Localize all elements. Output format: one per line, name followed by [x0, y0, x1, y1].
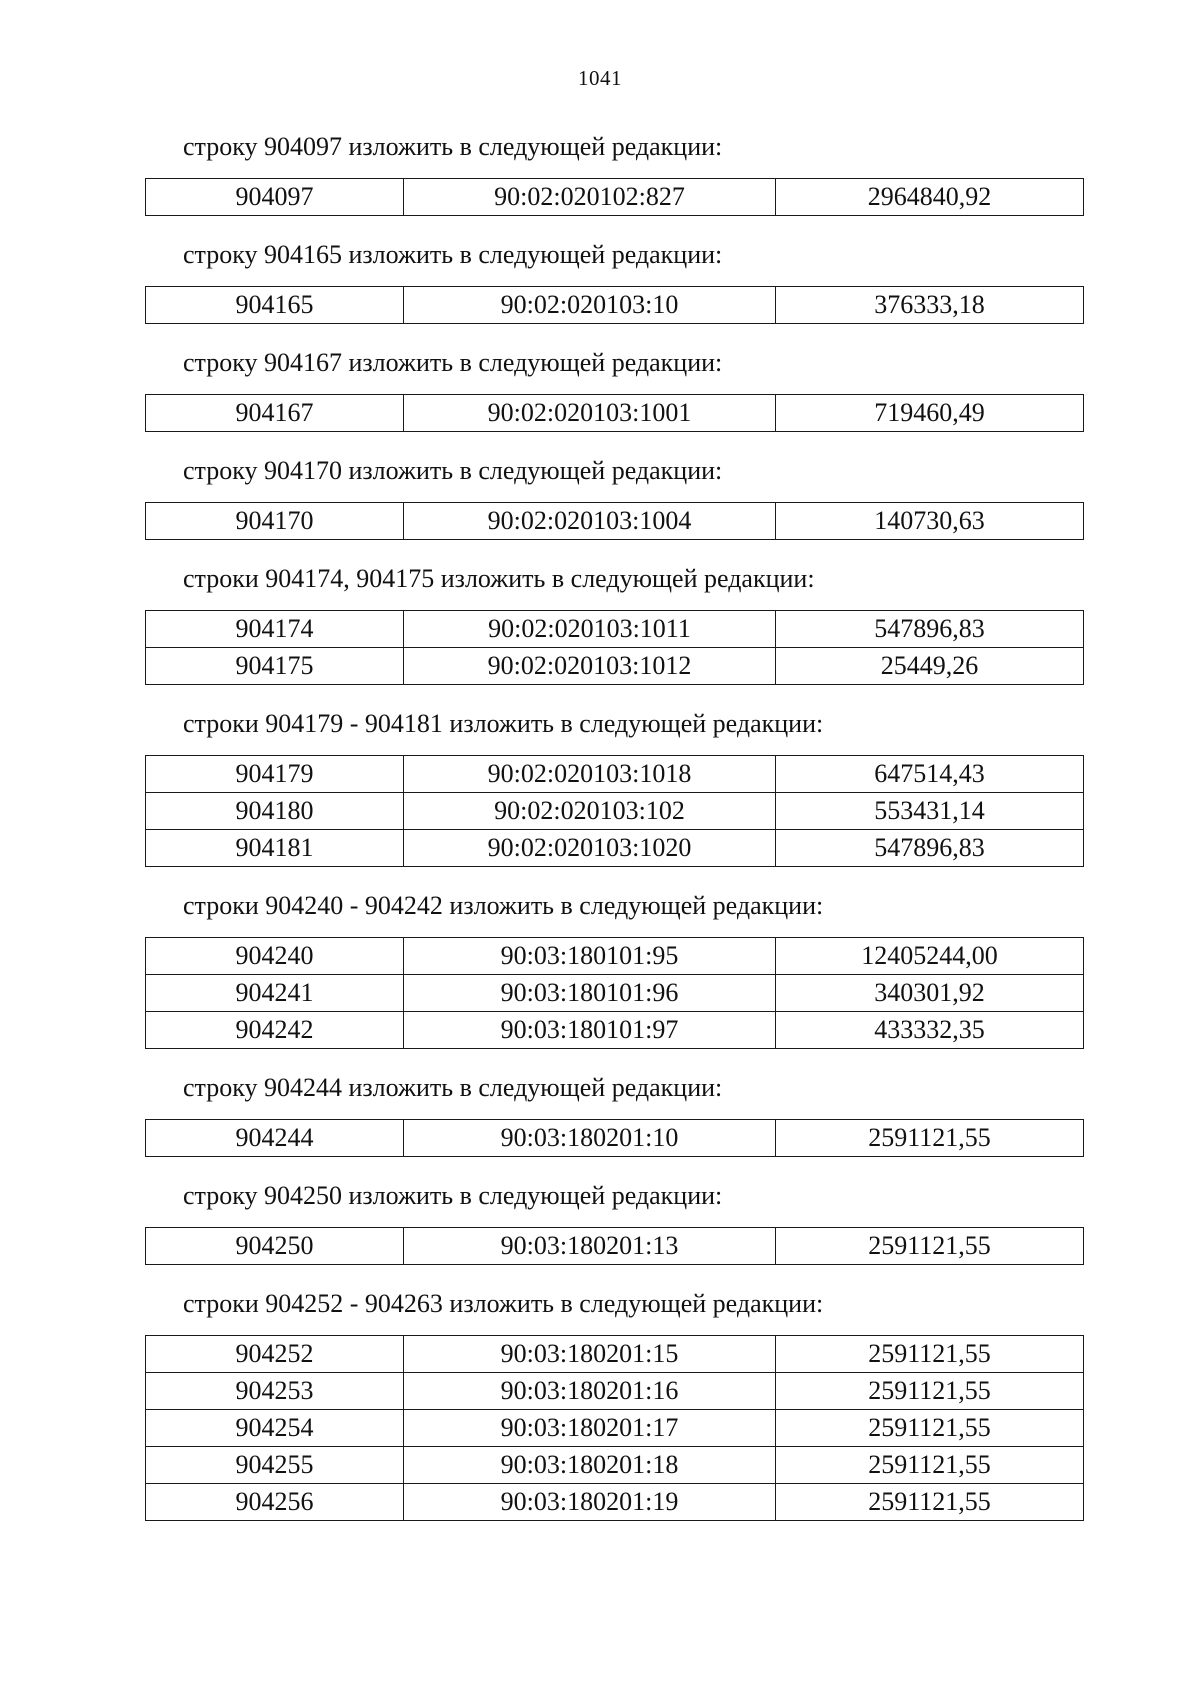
amendment-section — [145, 236, 1083, 324]
row-number-cell: 904174 — [146, 611, 404, 648]
section-heading: строки 904174, 904175 изложить в следующей редакции: — [183, 564, 815, 593]
section-heading: строку 904170 изложить в следующей редакции: — [183, 456, 723, 485]
row-number-cell: 904179 — [146, 756, 404, 793]
value-cell: 2591121,55 — [776, 1410, 1084, 1447]
row-number-cell: 904244 — [146, 1120, 404, 1157]
table-row — [146, 287, 1084, 324]
table-row — [146, 1336, 1084, 1373]
value-cell: 647514,43 — [776, 756, 1084, 793]
value-cell: 376333,18 — [776, 287, 1084, 324]
value-cell: 2591121,55 — [776, 1228, 1084, 1265]
amendment-sections — [145, 128, 1083, 1541]
row-number-cell: 904167 — [146, 395, 404, 432]
cadastral-number-cell: 90:03:180201:19 — [404, 1484, 776, 1521]
value-cell: 547896,83 — [776, 830, 1084, 867]
amendment-section — [145, 1285, 1083, 1521]
value-cell: 2591121,55 — [776, 1373, 1084, 1410]
value-cell: 140730,63 — [776, 503, 1084, 540]
row-number-cell: 904254 — [146, 1410, 404, 1447]
table-row — [146, 1484, 1084, 1521]
value-cell: 719460,49 — [776, 395, 1084, 432]
amendment-section — [145, 560, 1083, 685]
value-cell: 2591121,55 — [776, 1120, 1084, 1157]
value-cell: 2964840,92 — [776, 179, 1084, 216]
section-heading: строки 904252 - 904263 изложить в следующей редакции: — [183, 1289, 824, 1318]
amendment-table — [145, 755, 1084, 867]
table-row — [146, 503, 1084, 540]
table-row — [146, 395, 1084, 432]
cadastral-number-cell: 90:03:180201:10 — [404, 1120, 776, 1157]
cadastral-number-cell: 90:03:180101:96 — [404, 975, 776, 1012]
amendment-section — [145, 452, 1083, 540]
value-cell: 2591121,55 — [776, 1447, 1084, 1484]
value-cell: 433332,35 — [776, 1012, 1084, 1049]
table-row — [146, 938, 1084, 975]
table-row — [146, 1012, 1084, 1049]
amendment-section — [145, 1069, 1083, 1157]
cadastral-number-cell: 90:03:180201:18 — [404, 1447, 776, 1484]
amendment-table — [145, 610, 1084, 685]
amendment-section — [145, 344, 1083, 432]
table-row — [146, 756, 1084, 793]
table-row — [146, 1373, 1084, 1410]
row-number-cell: 904242 — [146, 1012, 404, 1049]
cadastral-number-cell: 90:02:020103:1012 — [404, 648, 776, 685]
amendment-table — [145, 937, 1084, 1049]
table-row — [146, 1120, 1084, 1157]
value-cell: 25449,26 — [776, 648, 1084, 685]
table-row — [146, 793, 1084, 830]
amendment-table — [145, 1227, 1084, 1265]
amendment-table — [145, 394, 1084, 432]
row-number-cell: 904170 — [146, 503, 404, 540]
table-row — [146, 830, 1084, 867]
value-cell: 340301,92 — [776, 975, 1084, 1012]
amendment-section — [145, 705, 1083, 867]
section-heading: строки 904179 - 904181 изложить в следующей редакции: — [183, 709, 824, 738]
cadastral-number-cell: 90:03:180101:95 — [404, 938, 776, 975]
row-number-cell: 904240 — [146, 938, 404, 975]
table-row — [146, 1447, 1084, 1484]
cadastral-number-cell: 90:02:020103:1001 — [404, 395, 776, 432]
cadastral-number-cell: 90:03:180201:16 — [404, 1373, 776, 1410]
cadastral-number-cell: 90:02:020103:1011 — [404, 611, 776, 648]
cadastral-number-cell: 90:02:020103:1020 — [404, 830, 776, 867]
value-cell: 553431,14 — [776, 793, 1084, 830]
row-number-cell: 904097 — [146, 179, 404, 216]
value-cell: 2591121,55 — [776, 1336, 1084, 1373]
row-number-cell: 904256 — [146, 1484, 404, 1521]
value-cell: 12405244,00 — [776, 938, 1084, 975]
value-cell: 2591121,55 — [776, 1484, 1084, 1521]
section-heading: строку 904250 изложить в следующей редакции: — [183, 1181, 723, 1210]
table-row — [146, 179, 1084, 216]
row-number-cell: 904250 — [146, 1228, 404, 1265]
row-number-cell: 904253 — [146, 1373, 404, 1410]
table-row — [146, 611, 1084, 648]
amendment-section — [145, 1177, 1083, 1265]
section-heading: строки 904240 - 904242 изложить в следующей редакции: — [183, 891, 824, 920]
row-number-cell: 904181 — [146, 830, 404, 867]
cadastral-number-cell: 90:02:020103:1004 — [404, 503, 776, 540]
amendment-table — [145, 1335, 1084, 1521]
cadastral-number-cell: 90:03:180101:97 — [404, 1012, 776, 1049]
row-number-cell: 904252 — [146, 1336, 404, 1373]
cadastral-number-cell: 90:02:020103:102 — [404, 793, 776, 830]
value-cell: 547896,83 — [776, 611, 1084, 648]
table-row — [146, 1228, 1084, 1265]
row-number-cell: 904175 — [146, 648, 404, 685]
amendment-table — [145, 286, 1084, 324]
amendment-section — [145, 128, 1083, 216]
table-row — [146, 1410, 1084, 1447]
cadastral-number-cell: 90:02:020103:10 — [404, 287, 776, 324]
amendment-table — [145, 178, 1084, 216]
cadastral-number-cell: 90:02:020103:1018 — [404, 756, 776, 793]
cadastral-number-cell: 90:03:180201:17 — [404, 1410, 776, 1447]
cadastral-number-cell: 90:02:020102:827 — [404, 179, 776, 216]
amendment-table — [145, 502, 1084, 540]
amendment-table — [145, 1119, 1084, 1157]
row-number-cell: 904180 — [146, 793, 404, 830]
row-number-cell: 904165 — [146, 287, 404, 324]
section-heading: строку 904244 изложить в следующей редакции: — [183, 1073, 723, 1102]
row-number-cell: 904255 — [146, 1447, 404, 1484]
cadastral-number-cell: 90:03:180201:13 — [404, 1228, 776, 1265]
section-heading: строку 904165 изложить в следующей редакции: — [183, 240, 723, 269]
amendment-section — [145, 887, 1083, 1049]
cadastral-number-cell: 90:03:180201:15 — [404, 1336, 776, 1373]
row-number-cell: 904241 — [146, 975, 404, 1012]
table-row — [146, 975, 1084, 1012]
section-heading: строку 904097 изложить в следующей редакции: — [183, 132, 723, 161]
table-row — [146, 648, 1084, 685]
page-number: 1041 — [578, 66, 622, 90]
section-heading: строку 904167 изложить в следующей редакции: — [183, 348, 723, 377]
